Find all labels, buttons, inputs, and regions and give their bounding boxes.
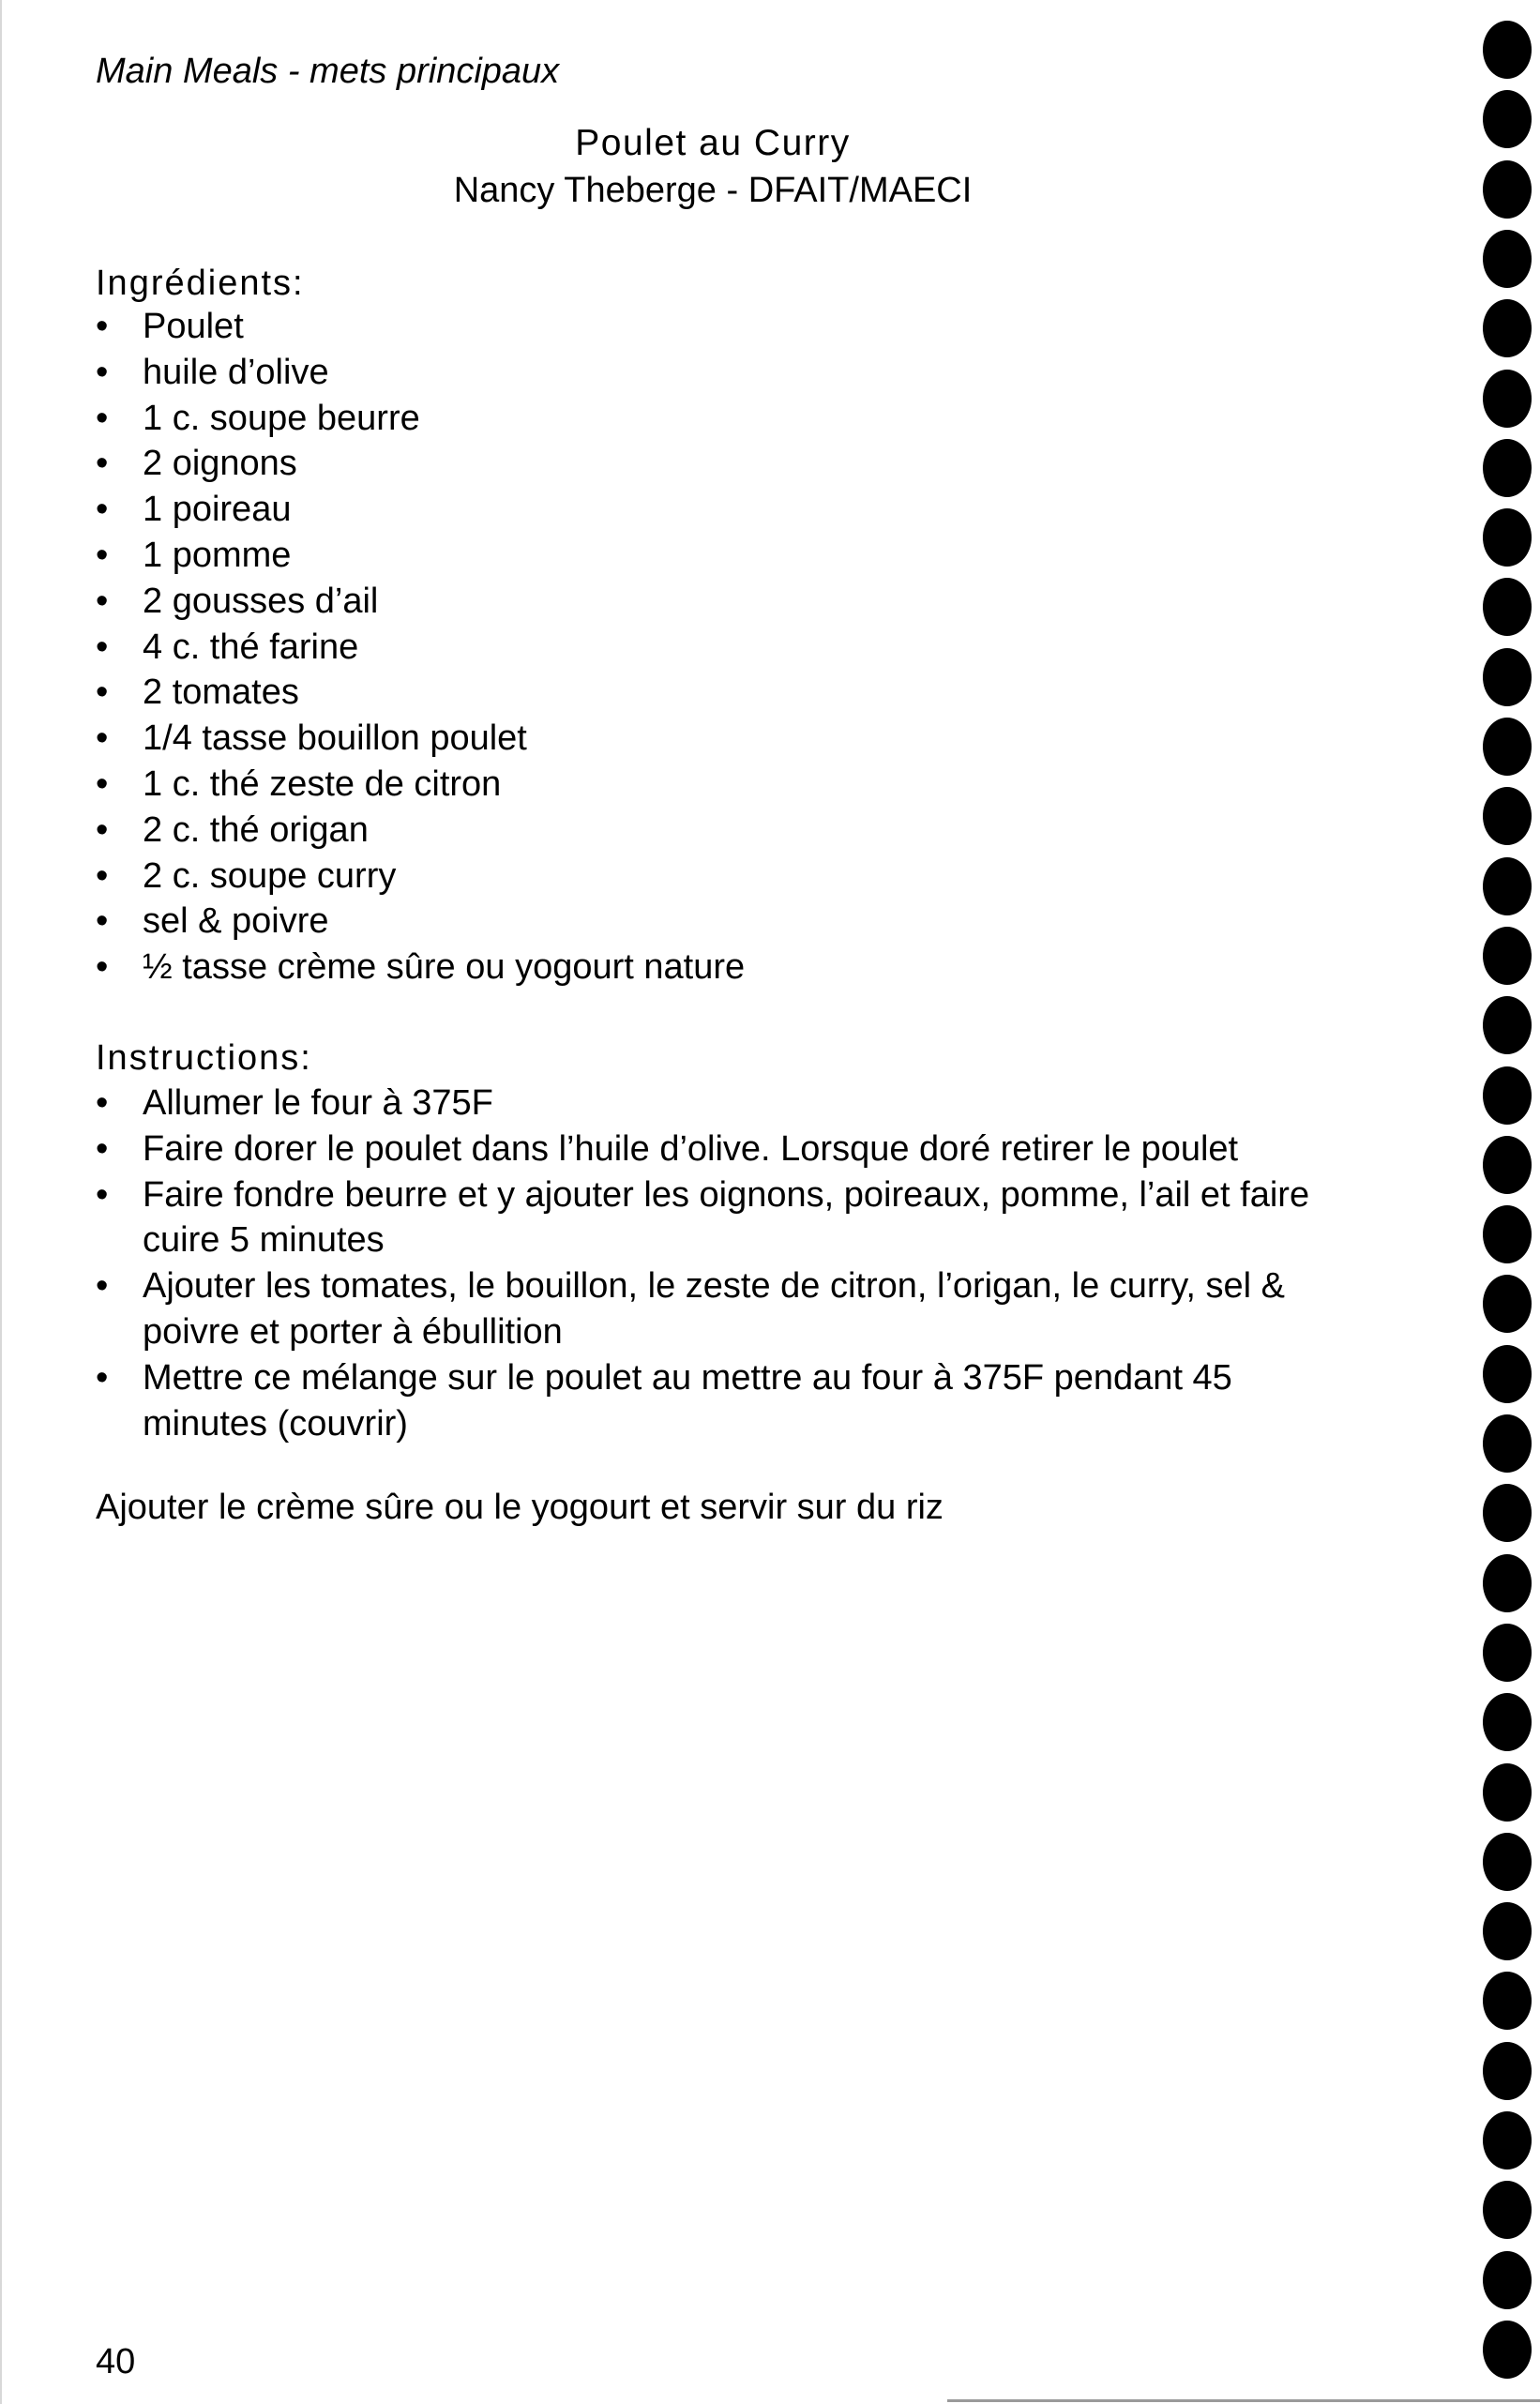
binding-hole — [1483, 857, 1532, 915]
ingredient-item: • 2 tomates — [96, 670, 1334, 716]
binding-hole — [1483, 1205, 1532, 1263]
binding-hole — [1483, 1414, 1532, 1473]
binding-hole — [1483, 648, 1532, 706]
ingredient-item: • ½ tasse crème sûre ou yogourt nature — [96, 945, 1334, 990]
spiral-binding-holes — [1483, 21, 1535, 2394]
binding-hole — [1483, 1275, 1532, 1333]
ingredient-item: • 2 c. soupe curry — [96, 854, 1334, 900]
binding-hole — [1483, 1902, 1532, 1960]
binding-hole — [1483, 1624, 1532, 1682]
instructions-heading: Instructions: — [96, 1038, 312, 1078]
ingredients-heading: Ingrédients: — [96, 264, 305, 303]
binding-edge — [0, 0, 2, 2404]
binding-hole — [1483, 1345, 1532, 1403]
recipe-title: Poulet au Curry — [575, 123, 851, 163]
binding-hole — [1483, 718, 1532, 776]
binding-hole — [1483, 927, 1532, 985]
binding-hole — [1483, 90, 1532, 148]
instruction-step: • Allumer le four à 375F — [96, 1081, 1315, 1126]
recipe-author: Nancy Theberge - DFAIT/MAECI — [453, 171, 973, 210]
binding-hole — [1483, 21, 1532, 79]
binding-hole — [1483, 2321, 1532, 2379]
binding-hole — [1483, 787, 1532, 845]
section-header: Main Meals - mets principaux — [96, 52, 560, 91]
binding-hole — [1483, 370, 1532, 428]
ingredient-item: • huile d’olive — [96, 350, 1334, 396]
binding-hole — [1483, 1972, 1532, 2030]
binding-hole — [1483, 1763, 1532, 1822]
binding-hole — [1483, 2111, 1532, 2170]
binding-hole — [1483, 1484, 1532, 1542]
ingredient-item: • 4 c. thé farine — [96, 625, 1334, 671]
instruction-step: • Ajouter les tomates, le bouillon, le zeste de citron, l’origan, le curry, sel & poivre et porter à ébullition — [96, 1263, 1315, 1355]
binding-hole — [1483, 508, 1532, 567]
ingredient-item: • 1 c. soupe beurre — [96, 396, 1334, 442]
binding-hole — [1483, 1833, 1532, 1891]
binding-hole — [1483, 1554, 1532, 1612]
ingredient-item: • 1 poireau — [96, 487, 1334, 533]
instruction-step: • Mettre ce mélange sur le poulet au mettre au four à 375F pendant 45 minutes (couvrir) — [96, 1355, 1315, 1447]
instructions-list — [96, 1081, 1315, 1446]
page-number: 40 — [96, 2342, 136, 2381]
closing-note: Ajouter le crème sûre ou le yogourt et servir sur du riz — [96, 1488, 944, 1527]
binding-hole — [1483, 2042, 1532, 2100]
ingredients-list — [96, 304, 1334, 990]
ingredient-item: • Poulet — [96, 304, 1334, 350]
ingredient-item: • 1 pomme — [96, 533, 1334, 579]
ingredient-item: • 1/4 tasse bouillon poulet — [96, 716, 1334, 762]
binding-hole — [1483, 996, 1532, 1054]
binding-hole — [1483, 1693, 1532, 1751]
binding-hole — [1483, 160, 1532, 219]
instruction-step: • Faire dorer le poulet dans l’huile d’olive. Lorsque doré retirer le poulet — [96, 1126, 1315, 1172]
ingredient-item: • 2 gousses d’ail — [96, 579, 1334, 625]
binding-hole — [1483, 2251, 1532, 2309]
binding-hole — [1483, 578, 1532, 636]
bottom-edge-rule — [947, 2399, 1540, 2402]
instruction-step: • Faire fondre beurre et y ajouter les oignons, poireaux, pomme, l’ail et faire cuire 5 minutes — [96, 1172, 1315, 1264]
binding-hole — [1483, 1136, 1532, 1194]
ingredient-item: • 2 oignons — [96, 441, 1334, 487]
binding-hole — [1483, 439, 1532, 497]
binding-hole — [1483, 2181, 1532, 2239]
ingredient-item: • 2 c. thé origan — [96, 808, 1334, 854]
title-block — [150, 120, 1276, 214]
binding-hole — [1483, 230, 1532, 288]
ingredient-item: • 1 c. thé zeste de citron — [96, 762, 1334, 808]
binding-hole — [1483, 1066, 1532, 1125]
ingredient-item: • sel & poivre — [96, 899, 1334, 945]
binding-hole — [1483, 299, 1532, 357]
